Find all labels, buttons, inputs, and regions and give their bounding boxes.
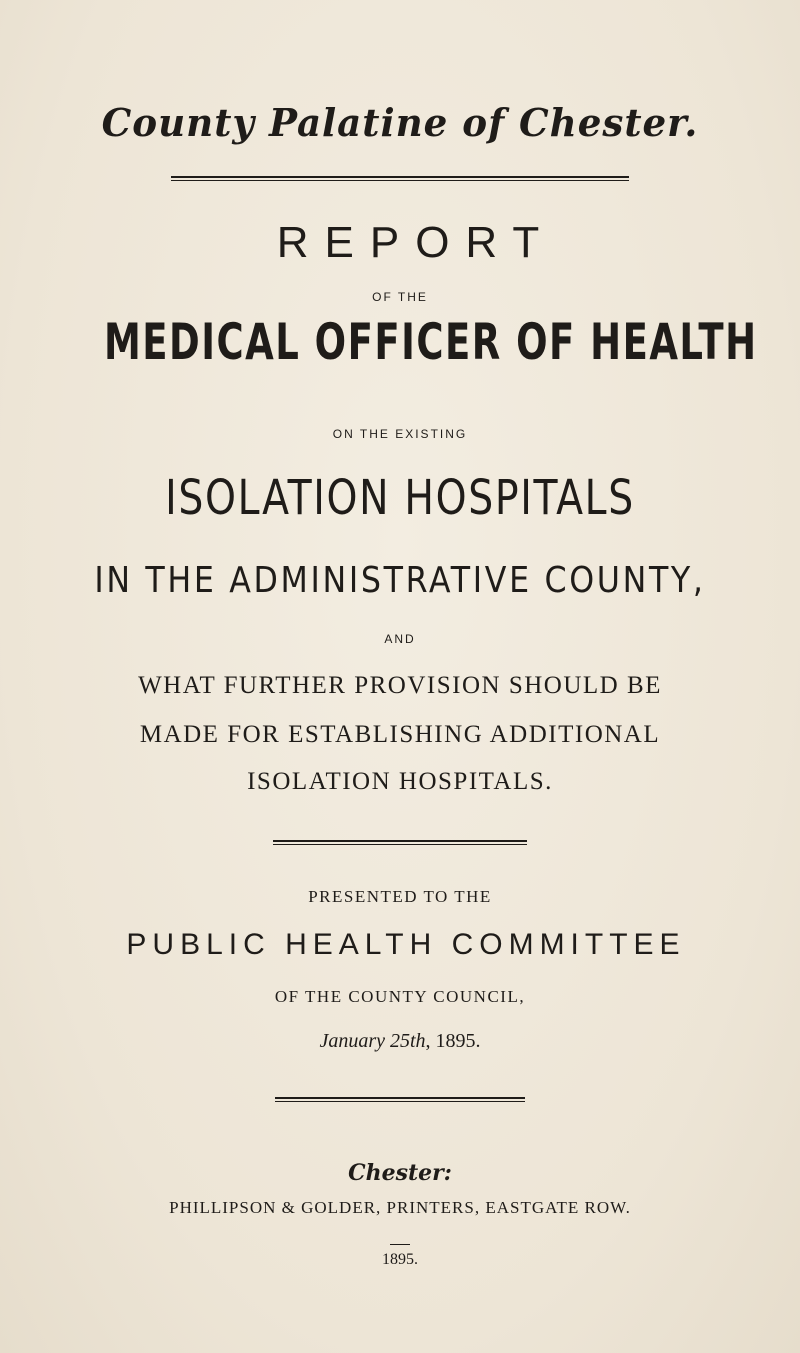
report-heading: REPORT — [276, 218, 556, 267]
date-year: , 1895. — [425, 1030, 481, 1052]
date-month: January — [319, 1030, 385, 1052]
administrative-county-heading: IN THE ADMINISTRATIVE COUNTY, — [94, 560, 706, 601]
council-label: OF THE COUNTY COUNCIL, — [274, 987, 526, 1006]
county-title: County Palatine of Chester. — [101, 100, 699, 145]
medical-officer-heading: MEDICAL OFFICER OF HEALTH — [104, 313, 758, 371]
subject-line-2: MADE FOR ESTABLISHING ADDITIONAL — [139, 721, 661, 748]
subject-line-3: ISOLATION HOSPITALS. — [247, 768, 553, 795]
imprint-printers: PHILLIPSON & GOLDER, PRINTERS, EASTGATE ROW. — [169, 1198, 631, 1217]
divider-rule-top — [171, 176, 629, 181]
of-the-label: OF THE — [372, 290, 428, 304]
date-day: 25th — [389, 1030, 426, 1052]
divider-rule-middle — [273, 840, 527, 845]
on-the-existing-label: ON THE EXISTING — [332, 427, 468, 441]
and-label: AND — [384, 632, 416, 646]
imprint-year: 1895. — [382, 1251, 418, 1268]
divider-rule-bottom — [275, 1097, 525, 1102]
presentation-date — [0, 1030, 800, 1053]
presented-to-label: PRESENTED TO THE — [308, 887, 492, 906]
isolation-hospitals-heading: ISOLATION HOSPITALS — [165, 470, 635, 526]
imprint-city: Chester: — [348, 1160, 452, 1186]
committee-heading: PUBLIC HEALTH COMMITTEE — [126, 928, 686, 961]
subject-line-1: WHAT FURTHER PROVISION SHOULD BE — [138, 672, 662, 699]
imprint-dash — [390, 1244, 410, 1245]
